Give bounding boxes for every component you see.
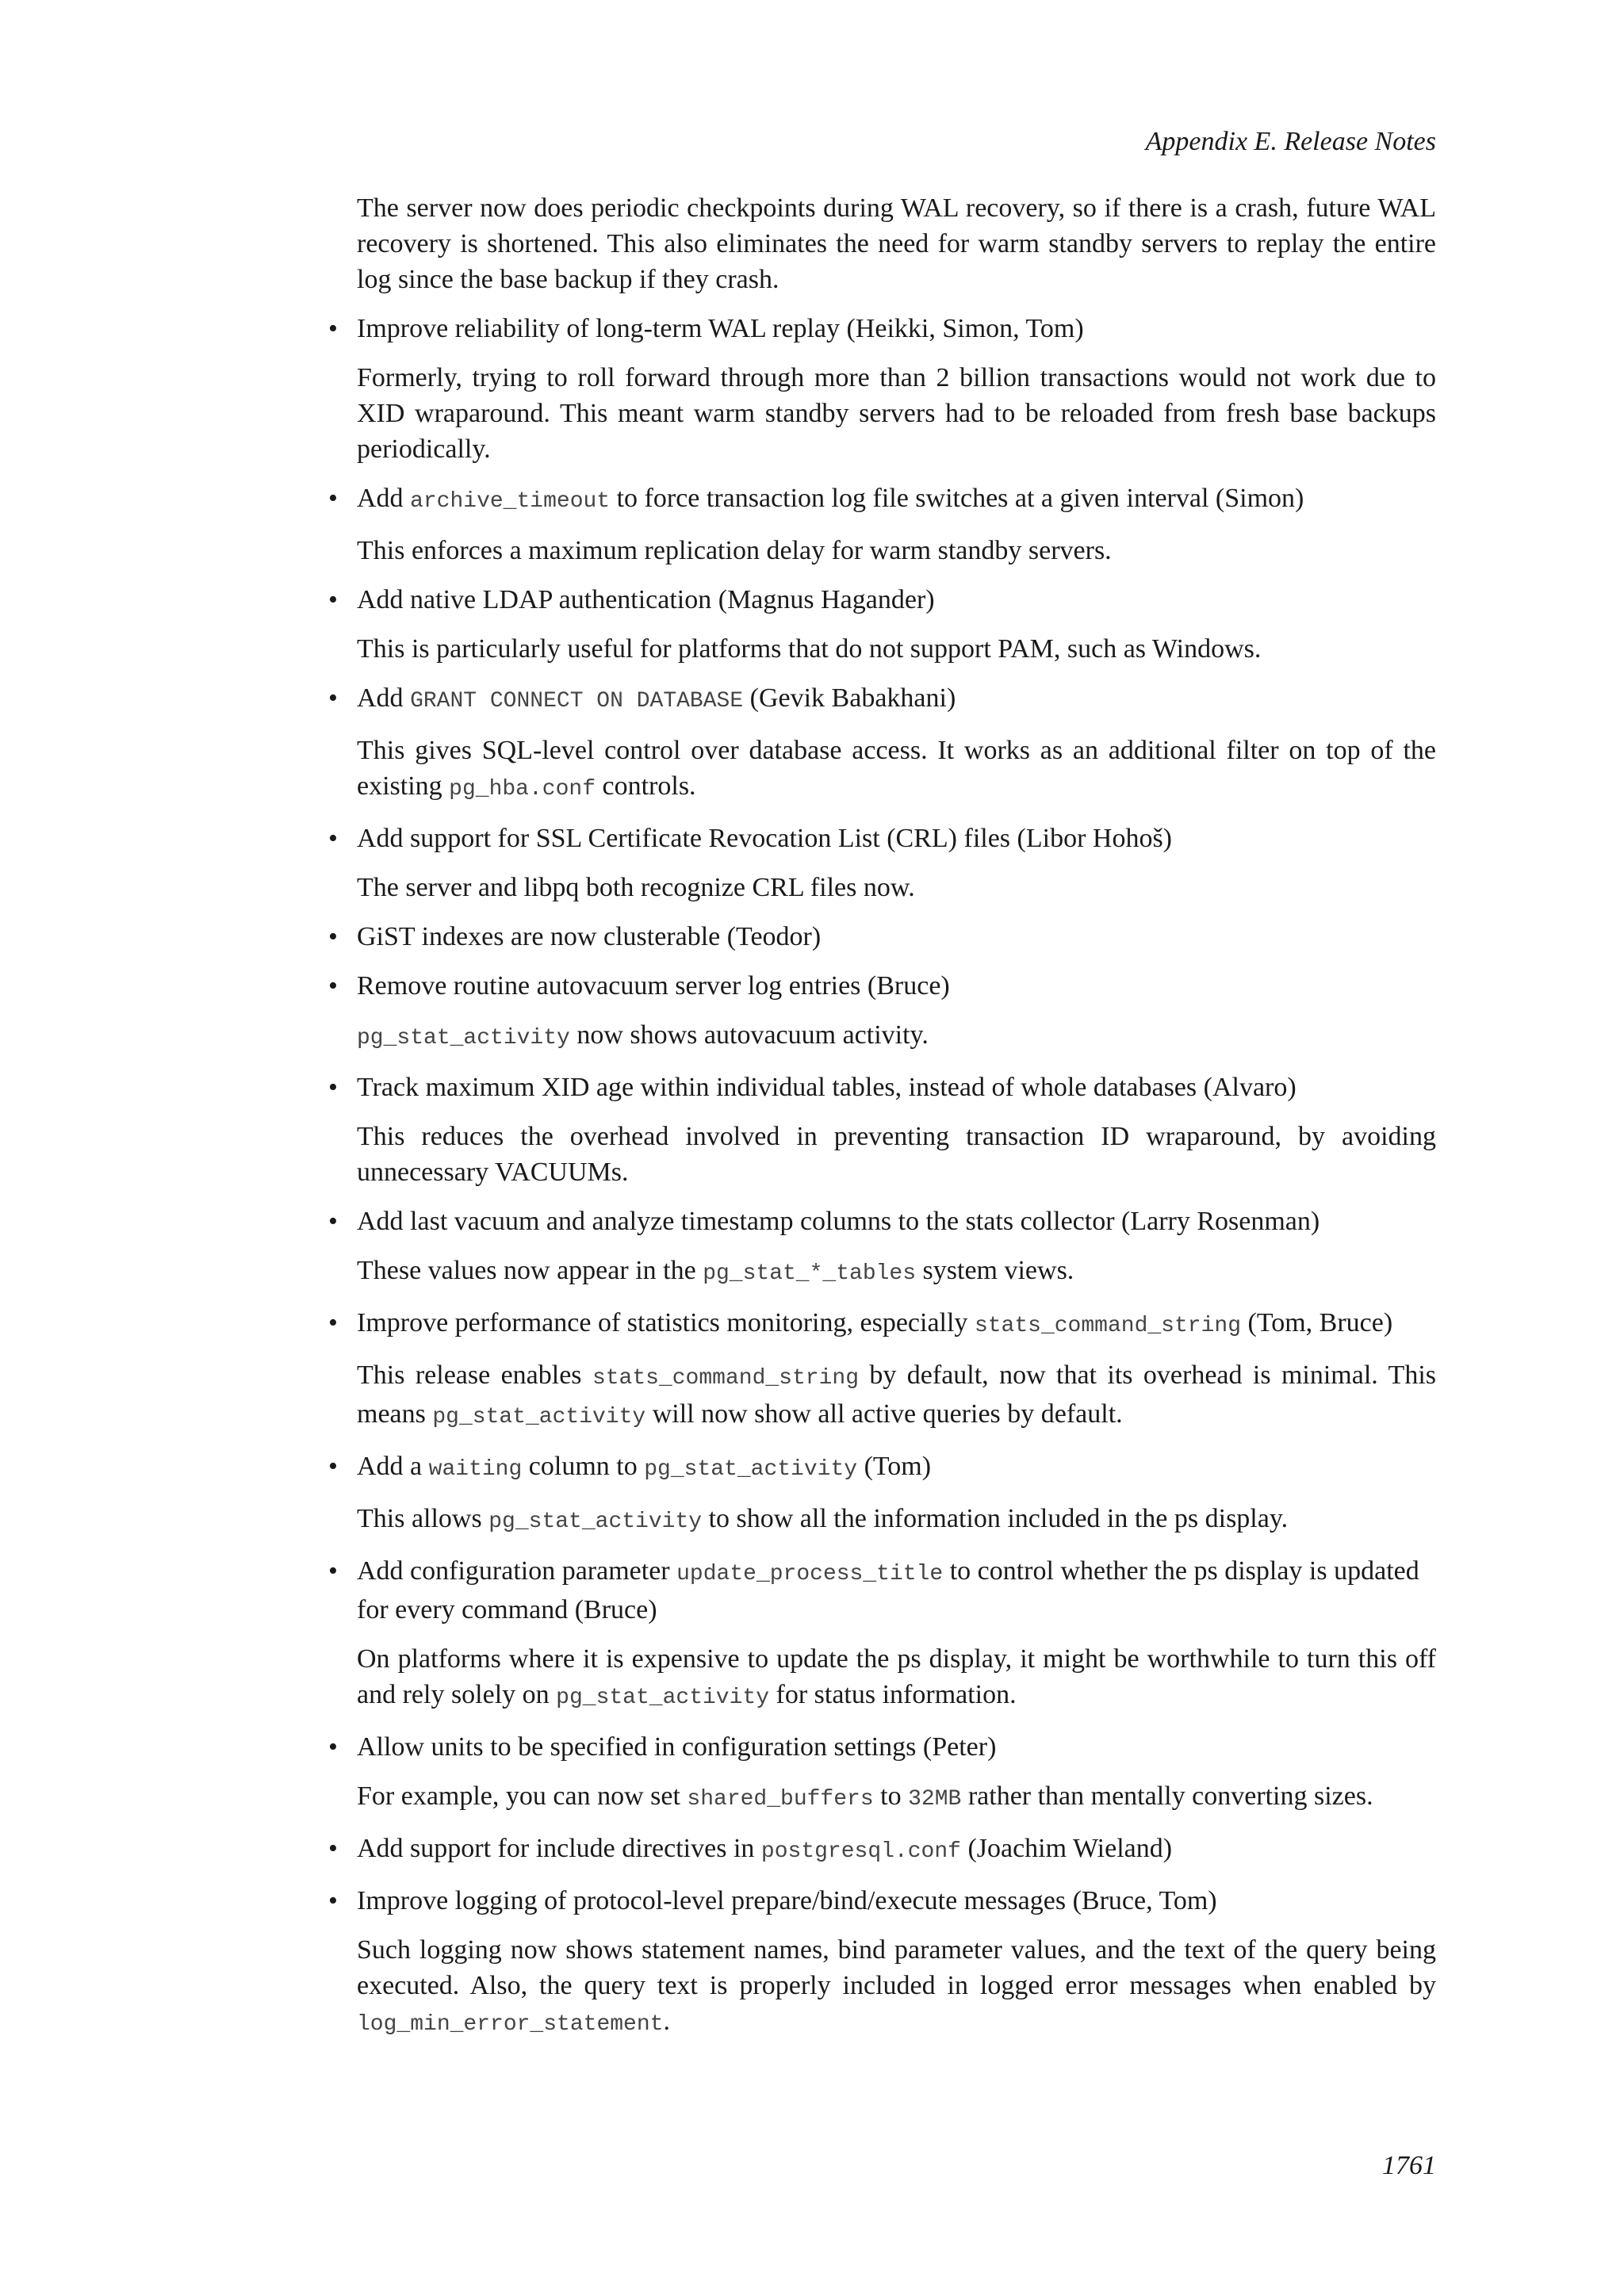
text-run: Improve performance of statistics monitoring, especially bbox=[357, 1308, 975, 1337]
text-line bbox=[357, 533, 1436, 568]
text-run: (Tom, Bruce) bbox=[1241, 1308, 1393, 1337]
inline-code: pg_stat_activity bbox=[432, 1405, 646, 1429]
bullet-item bbox=[328, 1729, 1436, 1765]
paragraph bbox=[357, 733, 1436, 807]
bullet-marker: • bbox=[328, 1556, 338, 1586]
text-run: Add a bbox=[357, 1452, 429, 1481]
paragraph bbox=[357, 1119, 1436, 1190]
bullet-item bbox=[328, 821, 1436, 856]
text-line bbox=[357, 360, 1436, 467]
inline-code: pg_stat_activity bbox=[357, 1026, 570, 1050]
paragraph bbox=[357, 533, 1436, 568]
text-run: now shows autovacuum activity. bbox=[569, 1020, 929, 1050]
bullet-marker: • bbox=[328, 1452, 338, 1481]
text-run: will now show all active queries by default. bbox=[645, 1399, 1123, 1429]
release-notes-body bbox=[328, 190, 1436, 2056]
inline-code: pg_stat_*_tables bbox=[703, 1261, 917, 1286]
text-line bbox=[357, 1641, 1436, 1716]
text-run: to show all the information included in the ps display. bbox=[702, 1504, 1289, 1533]
bullet-item bbox=[328, 1203, 1436, 1239]
inline-code: log_min_error_statement bbox=[357, 2012, 664, 2037]
text-line bbox=[357, 1305, 1436, 1344]
bullet-item bbox=[328, 968, 1436, 1004]
inline-code: pg_stat_activity bbox=[644, 1457, 858, 1482]
bullet-item bbox=[328, 919, 1436, 955]
paragraph bbox=[357, 631, 1436, 667]
bullet-item bbox=[328, 480, 1436, 519]
text-line bbox=[357, 1729, 1436, 1765]
paragraph bbox=[357, 870, 1436, 905]
text-run: for status information. bbox=[769, 1680, 1017, 1709]
paragraph bbox=[357, 360, 1436, 467]
text-line bbox=[357, 631, 1436, 667]
bullet-marker: • bbox=[328, 1732, 338, 1762]
bullet-marker: • bbox=[328, 585, 338, 614]
text-line bbox=[357, 582, 1436, 618]
text-run: The server and libpq both recognize CRL files now. bbox=[357, 873, 915, 902]
text-line bbox=[357, 733, 1436, 807]
text-line bbox=[357, 1448, 1436, 1487]
text-run: by default, now that its overhead is minimal. This means bbox=[357, 1360, 1436, 1429]
text-line bbox=[357, 870, 1436, 905]
text-run: Add last vacuum and analyze timestamp columns to the stats collector (Larry Rosenman) bbox=[357, 1207, 1320, 1236]
paragraph bbox=[357, 1253, 1436, 1292]
text-run: Remove routine autovacuum server log entries (Bruce) bbox=[357, 971, 950, 1001]
text-line bbox=[357, 1778, 1436, 1817]
page-number: 1761 bbox=[1382, 2151, 1436, 2180]
text-line bbox=[357, 1831, 1436, 1869]
text-run: (Gevik Babakhani) bbox=[743, 683, 956, 713]
text-run: Such logging now shows statement names, bind parameter values, and the text of the query being executed. Also, the query text is properly included in logged error messages when enabled by bbox=[357, 1935, 1436, 2000]
text-line bbox=[357, 480, 1436, 519]
text-line bbox=[357, 311, 1436, 346]
inline-code: stats_command_string bbox=[974, 1314, 1241, 1338]
text-run: Add bbox=[357, 683, 411, 713]
text-line bbox=[357, 190, 1436, 297]
running-header: Appendix E. Release Notes bbox=[1145, 127, 1436, 156]
text-run: Formerly, trying to roll forward through more than 2 billion transactions would not work due to XID wraparound. This meant warm standby servers had to be reloaded from fresh base backups periodically. bbox=[357, 363, 1436, 464]
text-run: This release enables bbox=[357, 1360, 592, 1390]
text-run: . bbox=[663, 2007, 670, 2036]
text-run: Improve logging of protocol-level prepare/bind/execute messages (Bruce, Tom) bbox=[357, 1886, 1217, 1915]
paragraph bbox=[357, 1357, 1436, 1435]
bullet-item bbox=[328, 1305, 1436, 1344]
bullet-marker: • bbox=[328, 922, 338, 951]
text-line bbox=[357, 1119, 1436, 1190]
text-run: to force transaction log file switches at a given interval (Simon) bbox=[610, 484, 1304, 513]
inline-code: pg_stat_activity bbox=[556, 1686, 770, 1710]
text-run: (Tom) bbox=[857, 1452, 932, 1481]
bullet-item bbox=[328, 1553, 1436, 1628]
bullet-item bbox=[328, 1831, 1436, 1869]
text-run: Add support for include directives in bbox=[357, 1834, 761, 1863]
text-line bbox=[357, 1253, 1436, 1292]
text-line bbox=[357, 1357, 1436, 1435]
paragraph bbox=[357, 1501, 1436, 1540]
inline-code: archive_timeout bbox=[410, 489, 611, 514]
text-run: This allows bbox=[357, 1504, 489, 1533]
text-run: to control whether the ps display is updated for every command (Bruce) bbox=[357, 1556, 1419, 1624]
text-run: Add configuration parameter bbox=[357, 1556, 677, 1586]
inline-code: 32MB bbox=[908, 1787, 962, 1812]
bullet-marker: • bbox=[328, 1886, 338, 1915]
text-run: Add native LDAP authentication (Magnus Hagander) bbox=[357, 585, 935, 614]
text-run: Add support for SSL Certificate Revocation List (CRL) files (Libor Hohoš) bbox=[357, 824, 1173, 853]
text-line bbox=[357, 680, 1436, 719]
bullet-item bbox=[328, 1883, 1436, 1919]
text-line bbox=[357, 1017, 1436, 1056]
text-run: The server now does periodic checkpoints during WAL recovery, so if there is a crash, future WAL recovery is shortened. This also eliminates the need for warm standby servers to replay the entire log since the base backup if they crash. bbox=[357, 193, 1436, 294]
paragraph bbox=[357, 1932, 1436, 2042]
text-line bbox=[357, 821, 1436, 856]
paragraph bbox=[357, 190, 1436, 297]
bullet-marker: • bbox=[328, 1073, 338, 1102]
inline-code: stats_command_string bbox=[592, 1366, 859, 1391]
text-run: Allow units to be specified in configuration settings (Peter) bbox=[357, 1732, 997, 1762]
inline-code: pg_hba.conf bbox=[449, 777, 596, 802]
text-run: This gives SQL-level control over database access. It works as an additional filter on top of the existing bbox=[357, 736, 1436, 801]
text-line bbox=[357, 919, 1436, 955]
text-run: On platforms where it is expensive to update the ps display, it might be worthwhile to turn this off and rely solely on bbox=[357, 1644, 1436, 1709]
text-run: This reduces the overhead involved in preventing transaction ID wraparound, by avoiding unnecessary VACUUMs. bbox=[357, 1122, 1436, 1187]
bullet-marker: • bbox=[328, 1834, 338, 1863]
text-run: to bbox=[873, 1781, 909, 1811]
text-line bbox=[357, 1932, 1436, 2042]
text-line bbox=[357, 1553, 1436, 1628]
bullet-marker: • bbox=[328, 1207, 338, 1236]
text-run: These values now appear in the bbox=[357, 1256, 703, 1285]
text-run: system views. bbox=[916, 1256, 1074, 1285]
bullet-marker: • bbox=[328, 683, 338, 713]
bullet-marker: • bbox=[328, 1308, 338, 1337]
inline-code: update_process_title bbox=[676, 1562, 944, 1586]
text-run: GiST indexes are now clusterable (Teodor) bbox=[357, 922, 822, 951]
bullet-marker: • bbox=[328, 314, 338, 343]
bullet-item bbox=[328, 1070, 1436, 1105]
text-line bbox=[357, 968, 1436, 1004]
inline-code: pg_stat_activity bbox=[488, 1510, 703, 1534]
text-line bbox=[357, 1501, 1436, 1540]
text-run: Improve reliability of long-term WAL replay (Heikki, Simon, Tom) bbox=[357, 314, 1084, 343]
bullet-marker: • bbox=[328, 484, 338, 513]
inline-code: waiting bbox=[428, 1457, 523, 1482]
text-run: For example, you can now set bbox=[357, 1781, 688, 1811]
bullet-item bbox=[328, 311, 1436, 346]
inline-code: GRANT CONNECT ON DATABASE bbox=[410, 689, 744, 714]
text-line bbox=[357, 1203, 1436, 1239]
text-run: rather than mentally converting sizes. bbox=[961, 1781, 1373, 1811]
text-run: controls. bbox=[596, 771, 696, 801]
text-run: (Joachim Wieland) bbox=[960, 1834, 1173, 1863]
bullet-marker: • bbox=[328, 971, 338, 1001]
bullet-item bbox=[328, 1448, 1436, 1487]
text-run: Add bbox=[357, 484, 411, 513]
paragraph bbox=[357, 1641, 1436, 1716]
bullet-item bbox=[328, 680, 1436, 719]
text-run: Track maximum XID age within individual tables, instead of whole databases (Alvaro) bbox=[357, 1073, 1297, 1102]
inline-code: shared_buffers bbox=[687, 1787, 874, 1812]
text-line bbox=[357, 1883, 1436, 1919]
bullet-marker: • bbox=[328, 824, 338, 853]
bullet-item bbox=[328, 582, 1436, 618]
text-run: column to bbox=[522, 1452, 645, 1481]
paragraph bbox=[357, 1778, 1436, 1817]
text-run: This is particularly useful for platforms that do not support PAM, such as Windows. bbox=[357, 634, 1262, 664]
inline-code: postgresql.conf bbox=[760, 1839, 961, 1864]
text-line bbox=[357, 1070, 1436, 1105]
text-run: This enforces a maximum replication delay for warm standby servers. bbox=[357, 536, 1112, 565]
paragraph bbox=[357, 1017, 1436, 1056]
